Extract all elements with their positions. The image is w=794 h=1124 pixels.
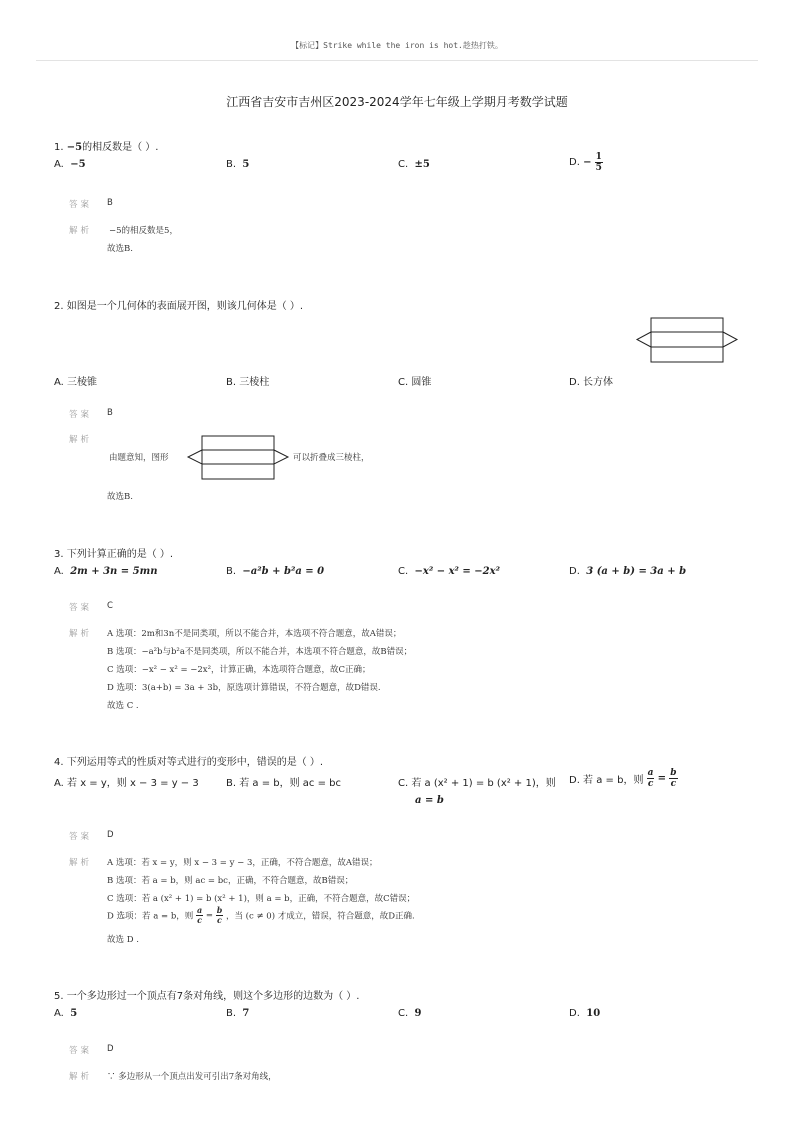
q3-option-d <box>569 566 686 577</box>
q5-option-a-label: A. <box>54 1008 64 1019</box>
q1-number: 1. <box>54 142 64 153</box>
q2-option-d: D. 长方体 <box>569 377 614 388</box>
q2-option-a: A. 三棱锥 <box>54 377 98 388</box>
q4-option-d-den-right: c <box>670 779 677 789</box>
q1-option-d-sign: − <box>583 157 592 168</box>
q4-analysis-fraction-right <box>216 906 224 925</box>
q5-answer-label: 答案 <box>69 1046 93 1056</box>
page-title: 江西省吉安市吉州区2023-2024学年七年级上学期月考数学试题 <box>226 95 568 109</box>
q1-stem-text: 的相反数是（ ）. <box>82 142 159 153</box>
q1-option-d-numerator: 1 <box>595 152 602 162</box>
q3-analysis-line-1: A 选项：2m和3n不是同类项，所以不能合并，本选项不符合题意，故A错误； <box>107 629 402 639</box>
q5-option-d-value: 10 <box>586 1008 601 1019</box>
q4-analysis-line-3: C 选项：若 a (x² + 1) = b (x² + 1)，则 a = b，正确，不符合题意，故C错误； <box>107 894 416 904</box>
q1-stem <box>54 138 158 153</box>
q4-analysis-label: 解析 <box>69 858 93 868</box>
q1-option-c-value: ±5 <box>414 159 430 170</box>
q5-option-a <box>54 1008 77 1019</box>
q4-answer: D <box>107 830 114 840</box>
q4-option-d-fraction-left <box>647 768 655 789</box>
q2-net-left-triangle <box>637 332 651 347</box>
q3-analysis-line-2: B 选项：−a²b与b²a不是同类项，所以不能合并，本选项不符合题意，故B错误； <box>107 647 413 657</box>
q4-option-d <box>569 768 678 789</box>
q4-option-d-num-right: b <box>670 768 677 778</box>
q3-option-c-value: −x² − x² = −2x² <box>414 566 500 577</box>
q4-analysis-line-1: A 选项：若 x = y，则 x − 3 = y − 3，正确，不符合题意，故A错误； <box>107 858 378 868</box>
q2-net-right-triangle <box>723 332 737 347</box>
q4-analysis-line-4-prefix: D 选项：若 a = b，则 <box>107 911 194 922</box>
q3-analysis-line-3: C 选项：−x² − x² = −2x²，计算正确，本选项符合题意，故C正确； <box>107 665 371 675</box>
q2-analysis-net-outline <box>202 436 274 479</box>
q3-option-a-label: A. <box>54 566 64 577</box>
q2-option-b: B. 三棱柱 <box>226 377 270 388</box>
q5-answer: D <box>107 1044 114 1054</box>
q5-analysis-label: 解析 <box>69 1072 93 1082</box>
q4-answer-label: 答案 <box>69 832 93 842</box>
q1-analysis-line-1: −5的相反数是5， <box>109 226 178 236</box>
q4-option-d-fraction-right <box>669 768 677 789</box>
q1-option-d-label: D. <box>569 157 580 168</box>
q1-analysis-line-2: 故选B. <box>107 244 133 254</box>
q5-option-a-value: 5 <box>70 1008 78 1019</box>
q4-stem: 4. 下列运用等式的性质对等式进行的变形中，错误的是（ ）. <box>54 757 324 768</box>
q5-option-d-label: D. <box>569 1008 580 1019</box>
q1-option-b <box>226 159 249 170</box>
q3-analysis-line-4: D 选项：3(a+b) = 3a + 3b，原选项计算错误，不符合题意，故D错误. <box>107 683 381 693</box>
q4-analysis-line-2: B 选项：若 a = b，则 ac = bc，正确，不符合题意，故B错误； <box>107 876 354 886</box>
q1-option-a-label: A. <box>54 159 64 170</box>
q1-option-d-denominator: 5 <box>595 163 602 173</box>
q2-option-c: C. 圆锥 <box>398 377 432 388</box>
header-note: 【标记】Strike while the iron is hot.趁热打铁。 <box>291 41 503 50</box>
q4-analysis-den-right: c <box>217 915 222 925</box>
q4-option-a: A. 若 x = y，则 x − 3 = y − 3 <box>54 778 199 789</box>
q5-option-d <box>569 1008 600 1019</box>
q3-option-c-label: C. <box>398 566 409 577</box>
q2-answer-label: 答案 <box>69 410 93 420</box>
q3-option-d-value: 3 (a + b) = 3a + b <box>586 566 687 577</box>
q4-option-d-den-left: c <box>647 779 654 789</box>
q5-analysis-line-1: ∵ 多边形从一个顶点出发可引出7条对角线， <box>107 1072 277 1082</box>
q3-analysis-label: 解析 <box>69 629 93 639</box>
q3-option-c <box>398 566 500 577</box>
q3-answer-label: 答案 <box>69 603 93 613</box>
q4-analysis-num-right: b <box>216 905 223 915</box>
q1-option-b-label: B. <box>226 159 237 170</box>
q2-net-outline <box>651 318 723 362</box>
q2-net-figure <box>634 316 740 364</box>
q1-answer: B <box>107 198 113 208</box>
q4-option-d-prefix: D. 若 a = b，则 <box>569 775 644 786</box>
q1-option-c-label: C. <box>398 159 409 170</box>
q3-option-b-value: −a²b + b²a = 0 <box>242 566 325 577</box>
q3-option-b <box>226 566 324 577</box>
q3-option-a-value: 2m + 3n = 5mn <box>70 566 158 577</box>
q3-stem: 3. 下列计算正确的是（ ）. <box>54 549 174 560</box>
q3-analysis-line-5: 故选 C . <box>107 701 139 711</box>
q3-answer: C <box>107 601 113 611</box>
q2-analysis-end: 故选B. <box>107 492 133 502</box>
q2-analysis-net-right-triangle <box>274 450 288 464</box>
q4-analysis-line-4-suffix: ，当 (c ≠ 0) 才成立，错误，符合题意，故D正确. <box>225 911 415 922</box>
q1-analysis-label: 解析 <box>69 226 93 236</box>
q1-option-d-fraction <box>595 152 603 173</box>
q2-analysis-before: 由题意知，图形 <box>109 453 169 463</box>
q1-option-d <box>569 152 603 173</box>
q2-analysis-net-left-triangle <box>188 450 202 464</box>
q5-option-c <box>398 1008 422 1019</box>
q5-option-c-value: 9 <box>414 1008 422 1019</box>
q3-option-d-label: D. <box>569 566 580 577</box>
q4-option-d-equals: = <box>657 773 667 784</box>
q1-stem-math: −5 <box>66 142 83 153</box>
q4-option-d-num-left: a <box>647 768 654 778</box>
q5-option-b-value: 7 <box>242 1008 250 1019</box>
q4-analysis-line-4 <box>107 906 415 925</box>
q2-analysis-label: 解析 <box>69 435 93 445</box>
q4-analysis-fraction-left <box>196 906 203 925</box>
q5-stem: 5. 一个多边形过一个顶点有7条对角线，则这个多边形的边数为（ ）. <box>54 991 360 1002</box>
q4-option-c-line-1: C. 若 a (x² + 1) = b (x² + 1)，则 <box>398 778 556 789</box>
q1-option-b-value: 5 <box>242 159 250 170</box>
q1-option-a <box>54 159 86 170</box>
q4-analysis-equals: = <box>205 910 213 921</box>
q2-answer: B <box>107 408 113 418</box>
q4-analysis-num-left: a <box>196 905 203 915</box>
q4-analysis-line-5: 故选 D . <box>107 935 139 945</box>
q1-option-a-value: −5 <box>70 159 86 170</box>
q3-option-b-label: B. <box>226 566 237 577</box>
q5-option-c-label: C. <box>398 1008 409 1019</box>
q5-option-b <box>226 1008 249 1019</box>
q4-option-b: B. 若 a = b，则 ac = bc <box>226 778 341 789</box>
q1-answer-label: 答案 <box>69 200 93 210</box>
q2-stem: 2. 如图是一个几何体的表面展开图，则该几何体是（ ）. <box>54 301 304 312</box>
q4-option-c-line-2: a = b <box>415 795 444 806</box>
header-divider <box>36 60 758 61</box>
q1-option-c <box>398 159 430 170</box>
q5-option-b-label: B. <box>226 1008 237 1019</box>
q2-analysis-net-figure <box>185 435 293 481</box>
q3-option-a <box>54 566 157 577</box>
q2-analysis-after: 可以折叠成三棱柱， <box>293 453 370 463</box>
q4-analysis-den-left: c <box>197 915 202 925</box>
